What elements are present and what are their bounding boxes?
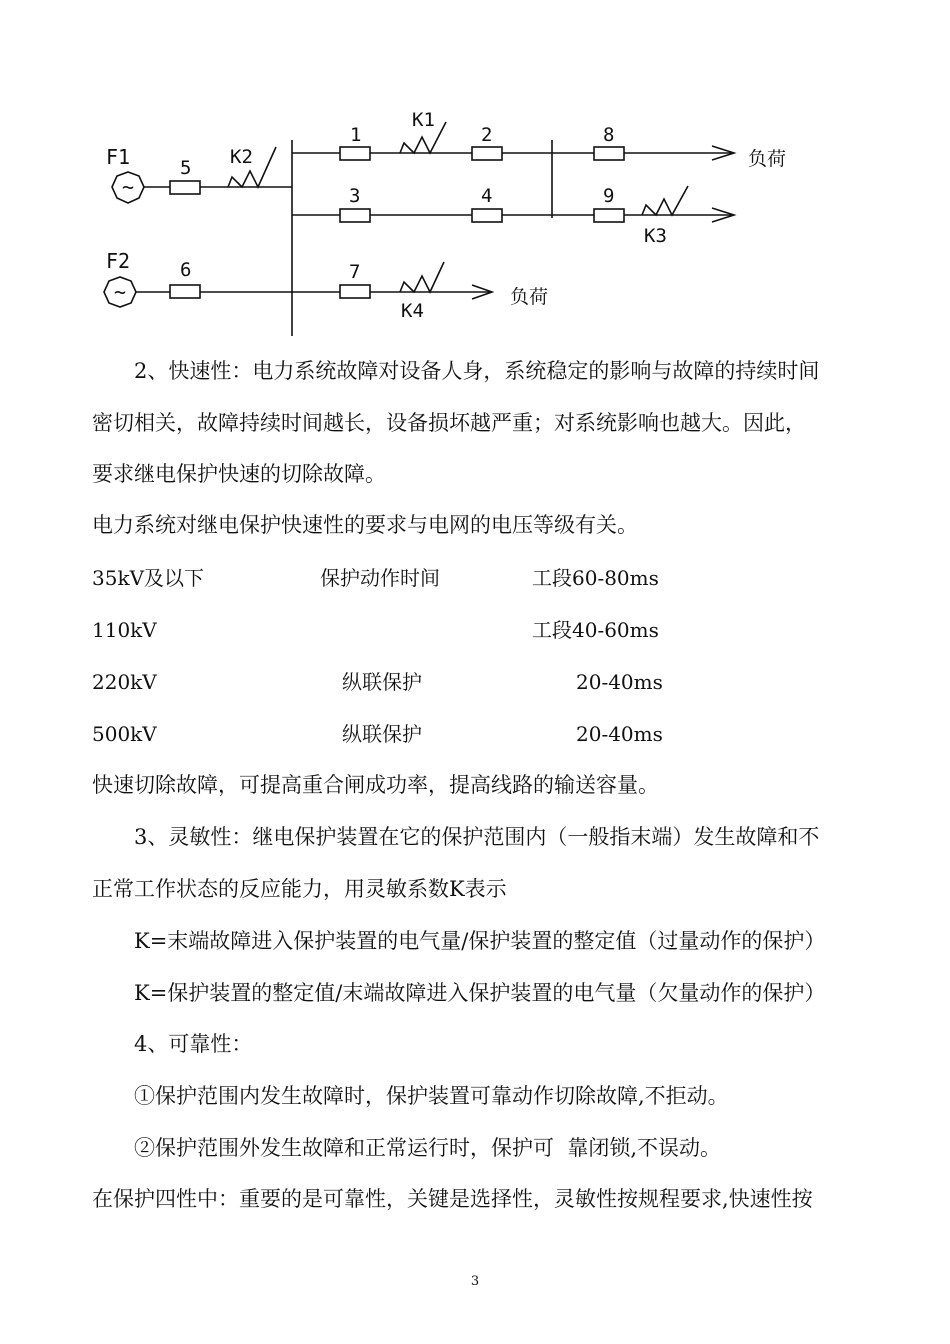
para-fast: 快速切除故障，可提高重合闸成功率，提高线路的输送容量。 <box>92 773 659 797</box>
breaker-7 <box>340 285 370 298</box>
breaker-3 <box>340 209 370 222</box>
para4-item2: ②保护范围外发生故障和正常运行时，保护可 靠闭锁,不误动。 <box>134 1136 722 1160</box>
label-k3: K3 <box>644 225 667 247</box>
row1-voltage: 35kV及以下 <box>92 566 205 590</box>
label-k1: K1 <box>412 109 435 131</box>
label-f1: F1 <box>106 145 131 169</box>
row4-method: 纵联保护 <box>342 722 422 746</box>
row1-time: 工段60-80ms <box>532 566 659 590</box>
breaker-5 <box>170 181 200 194</box>
breaker-2 <box>472 147 502 160</box>
para3-line1: 3、灵敏性：继电保护装置在它的保护范围内（一般指末端）发生故障和不 <box>134 825 820 849</box>
label-4: 4 <box>481 185 493 207</box>
label-load-3: 负荷 <box>510 286 549 308</box>
generator-f1-ac: ~ <box>121 175 135 199</box>
power-system-diagram <box>0 0 950 345</box>
breaker-6 <box>170 285 200 298</box>
formula-k-under: K=保护装置的整定值/末端故障进入保护装置的电气量（欠量动作的保护） <box>134 981 826 1005</box>
label-1: 1 <box>350 124 362 146</box>
formula-k-over: K=末端故障进入保护装置的电气量/保护装置的整定值（过量动作的保护） <box>134 929 826 953</box>
fault-k4-icon <box>400 262 444 292</box>
label-2: 2 <box>481 124 493 146</box>
breaker-9 <box>594 209 624 222</box>
row3-voltage: 220kV <box>92 670 157 694</box>
row3-time: 20-40ms <box>576 670 663 694</box>
label-6: 6 <box>180 259 192 281</box>
label-5: 5 <box>180 157 192 179</box>
para2-line2: 密切相关，故障持续时间越长，设备损坏越严重；对系统影响也越大。因此， <box>92 411 806 435</box>
para-voltage: 电力系统对继电保护快速性的要求与电网的电压等级有关。 <box>92 513 638 537</box>
row4-time: 20-40ms <box>576 722 663 746</box>
para3-line2: 正常工作状态的反应能力，用灵敏系数K表示 <box>92 877 507 901</box>
label-f2: F2 <box>106 249 131 273</box>
breaker-1 <box>340 147 370 160</box>
breaker-4 <box>472 209 502 222</box>
row2-time: 工段40-60ms <box>532 618 659 642</box>
fault-k3-icon <box>642 186 688 215</box>
row1-method: 保护动作时间 <box>320 566 440 590</box>
label-k2: K2 <box>230 146 253 168</box>
label-7: 7 <box>349 261 361 283</box>
row2-voltage: 110kV <box>92 618 157 642</box>
label-load-1: 负荷 <box>748 148 787 170</box>
page-number: 3 <box>470 1274 480 1289</box>
para4-title: 4、可靠性： <box>134 1032 253 1056</box>
breaker-8 <box>594 147 624 160</box>
para2-line3: 要求继电保护快速的切除故障。 <box>92 462 386 486</box>
para-last: 在保护四性中：重要的是可靠性，关键是选择性，灵敏性按规程要求,快速性按 <box>92 1187 813 1211</box>
label-k4: K4 <box>401 300 424 322</box>
para4-item1: ①保护范围内发生故障时，保护装置可靠动作切除故障,不拒动。 <box>134 1084 729 1108</box>
label-3: 3 <box>349 185 361 207</box>
row3-method: 纵联保护 <box>342 670 422 694</box>
label-8: 8 <box>603 124 615 146</box>
label-9: 9 <box>603 185 615 207</box>
para2-line1: 2、快速性：电力系统故障对设备人身，系统稳定的影响与故障的持续时间 <box>134 359 820 383</box>
row4-voltage: 500kV <box>92 722 157 746</box>
generator-f2-ac: ~ <box>113 280 127 304</box>
